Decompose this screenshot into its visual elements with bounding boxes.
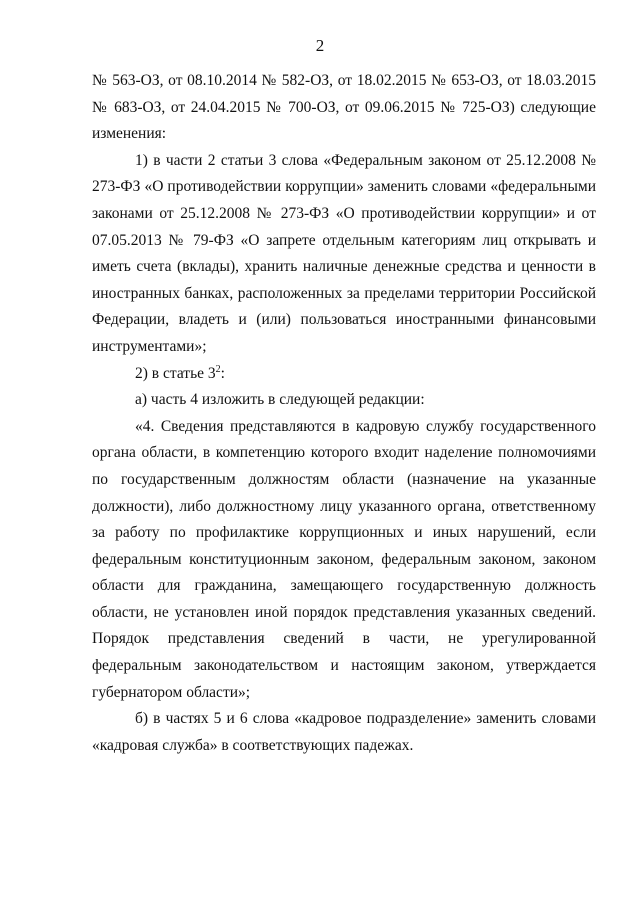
- paragraph-subitem-a: а) часть 4 изложить в следующей редакции:: [135, 391, 425, 409]
- paragraph-item-2-end: :: [220, 364, 225, 382]
- paragraph-subitem-b: б) в частях 5 и 6 слова «кадровое подразделение» заменить словами «кадровая служба» в соответствующих падежах.: [92, 710, 596, 754]
- paragraph-item-2-text: 2) в статье 3: [135, 364, 216, 382]
- document-body: [92, 68, 596, 759]
- article-superscript: 2: [215, 363, 221, 375]
- paragraph-item-1: 1) в части 2 статьи 3 слова «Федеральным законом от 25.12.2008 № 273-ФЗ «О противодействии коррупции» заменить словами «федеральными законами от 25.12.2008 № 273-ФЗ «О противодействии коррупции» и от 07.05.2013 № 79-ФЗ «О запрете отдельным категориям лиц открывать и иметь счета (вклады), хранить наличные денежные средства и ценности в иностранных банках, расположенных за пределами территории Российской Федерации, владеть и (или) пользоваться иностранными финансовыми инструментами»;: [92, 151, 596, 355]
- paragraph-item-2: [92, 361, 596, 388]
- paragraph-continuation: № 563-ОЗ, от 08.10.2014 № 582-ОЗ, от 18.02.2015 № 653-ОЗ, от 18.03.2015 № 683-ОЗ, от 24.04.2015 № 700-ОЗ, от 09.06.2015 № 725-ОЗ) следующие изменения:: [92, 72, 596, 143]
- page-number: 2: [315, 36, 325, 55]
- paragraph-quoted-text: «4. Сведения представляются в кадровую службу государственного органа области, в компетенцию которого входит наделение полномочиями по государственным должностям области (назначение на указанные должности), либо должностному лицу указанного органа, ответственному за работу по профилактике коррупционных и иных нарушений, если федеральным конституционным законом, федеральным законом, законом области для гражданина, замещающего государственную должность области, не установлен иной порядок представления указанных сведений. Порядок представления сведений в части, не урегулированной федеральным законодательством и настоящим законом, утверждается губернатором области»;: [92, 417, 596, 701]
